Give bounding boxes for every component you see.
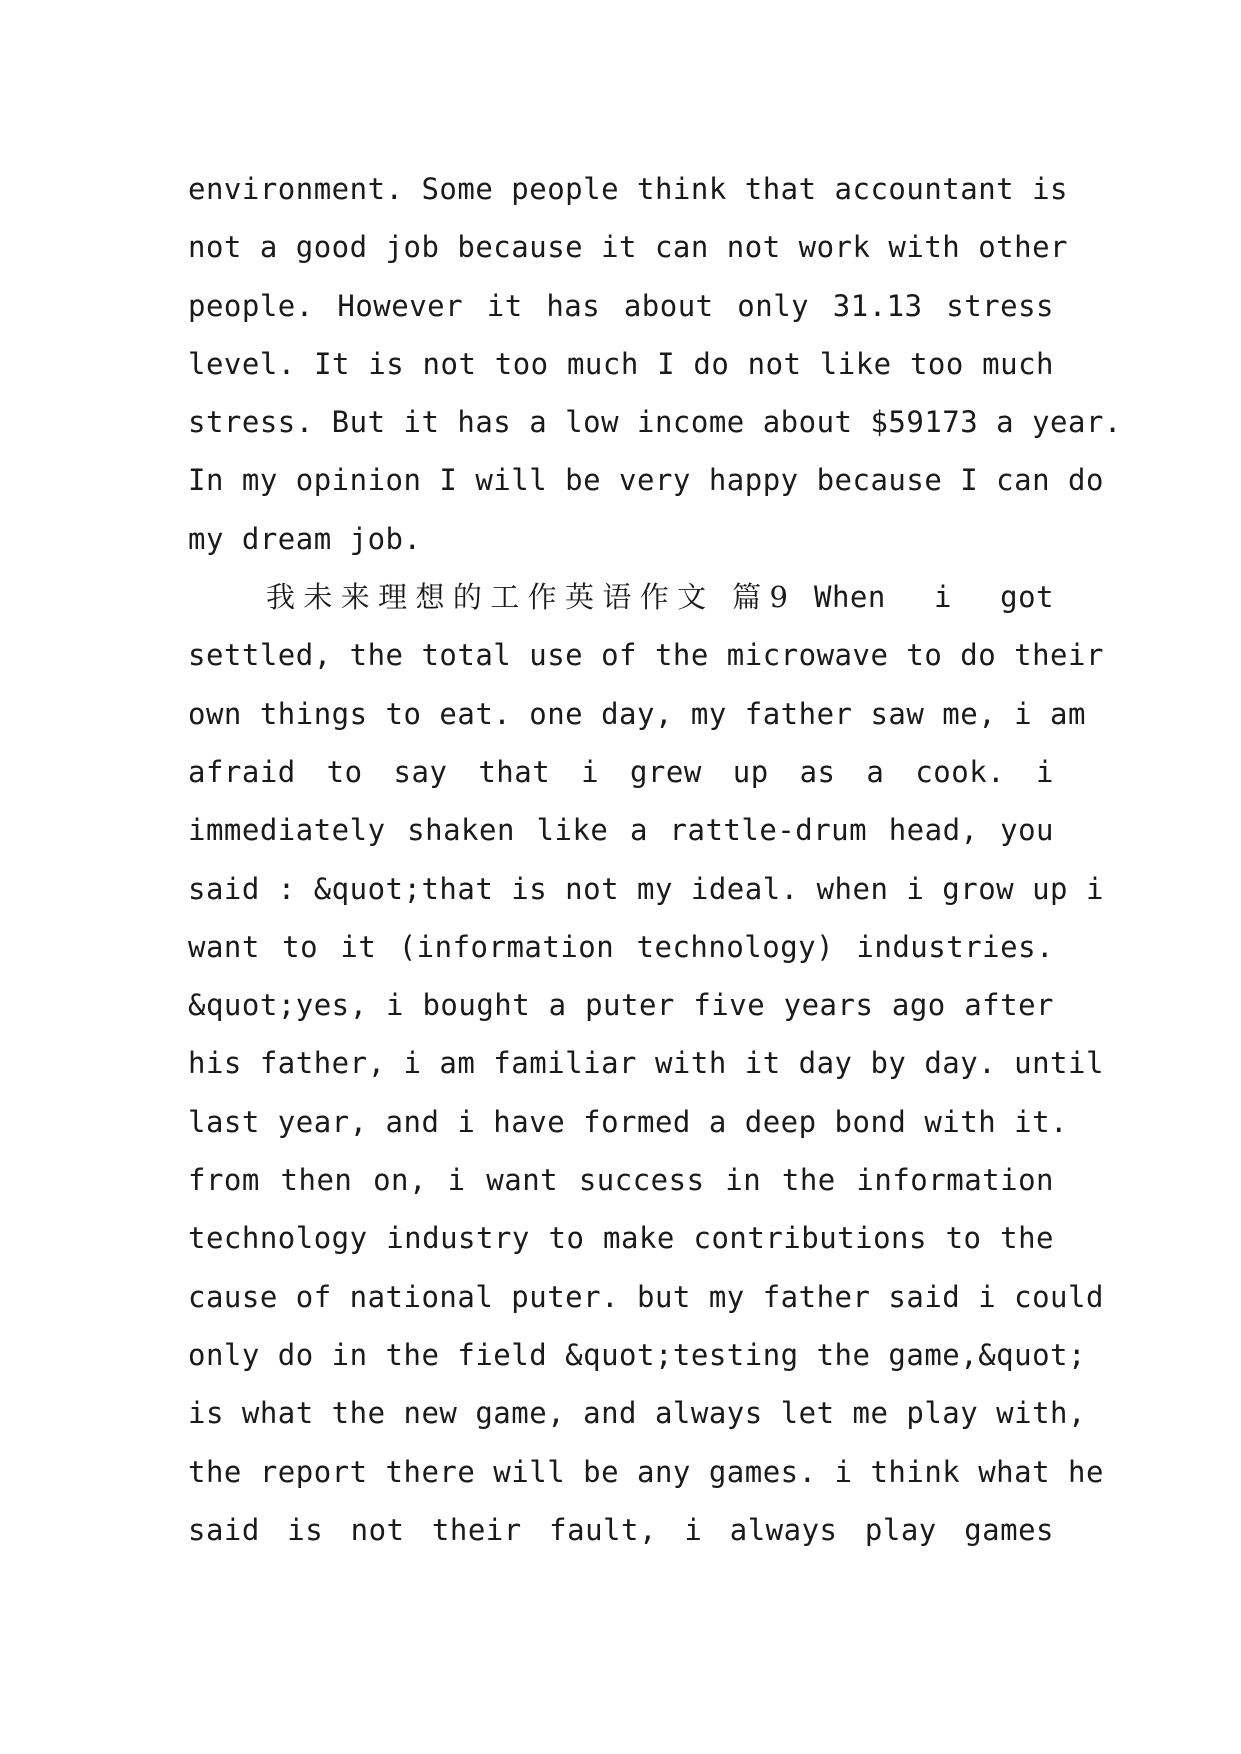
text-line: &quot;yes, i bought a puter five years ago after <box>188 988 1054 1023</box>
text-line: technology industry to make contributions to the <box>188 1221 1054 1256</box>
text-line: only do in the field &quot;testing the game,&quot; <box>188 1337 1086 1372</box>
text-line: afraid to say that i grew up as a cook. i <box>188 754 1054 789</box>
text-line: level. It is not too much I do not like too much <box>188 346 1054 381</box>
text-line: When i got <box>814 580 1054 615</box>
text-line: stress. But it has a low income about $59173 a year. <box>188 405 1122 440</box>
text-line: not a good job because it can not work with other <box>188 230 1069 265</box>
text-line: people. However it has about only 31.13 stress <box>188 288 1054 323</box>
text-line: cause of national puter. but my father said i could <box>188 1279 1104 1314</box>
text-line: my dream job. <box>188 521 422 556</box>
section-heading: 我未来理想的工作英语作文 篇9 <box>266 580 788 615</box>
document-body <box>188 160 1122 1559</box>
text-line: environment. Some people think that accountant is <box>188 172 1069 206</box>
text-line: own things to eat. one day, my father saw me, i am <box>188 696 1086 731</box>
text-line: from then on, i want success in the information <box>188 1163 1054 1198</box>
text-line: want to it (information technology) industries. <box>188 929 1054 964</box>
text-line: settled, the total use of the microwave to do their <box>188 638 1104 673</box>
text-line: his father, i am familiar with it day by day. until <box>188 1046 1104 1081</box>
text-line: is what the new game, and always let me play with, <box>188 1396 1086 1431</box>
section-heading-line <box>188 568 1054 626</box>
text-line: said is not their fault, i always play games <box>188 1512 1054 1547</box>
text-line: last year, and i have formed a deep bond with it. <box>188 1104 1069 1139</box>
text-line: immediately shaken like a rattle-drum head, you <box>188 813 1054 848</box>
text-line: the report there will be any games. i think what he <box>188 1454 1104 1489</box>
text-line: said : &quot;that is not my ideal. when i grow up i <box>188 871 1104 906</box>
text-line: In my opinion I will be very happy because I can do <box>188 463 1104 498</box>
